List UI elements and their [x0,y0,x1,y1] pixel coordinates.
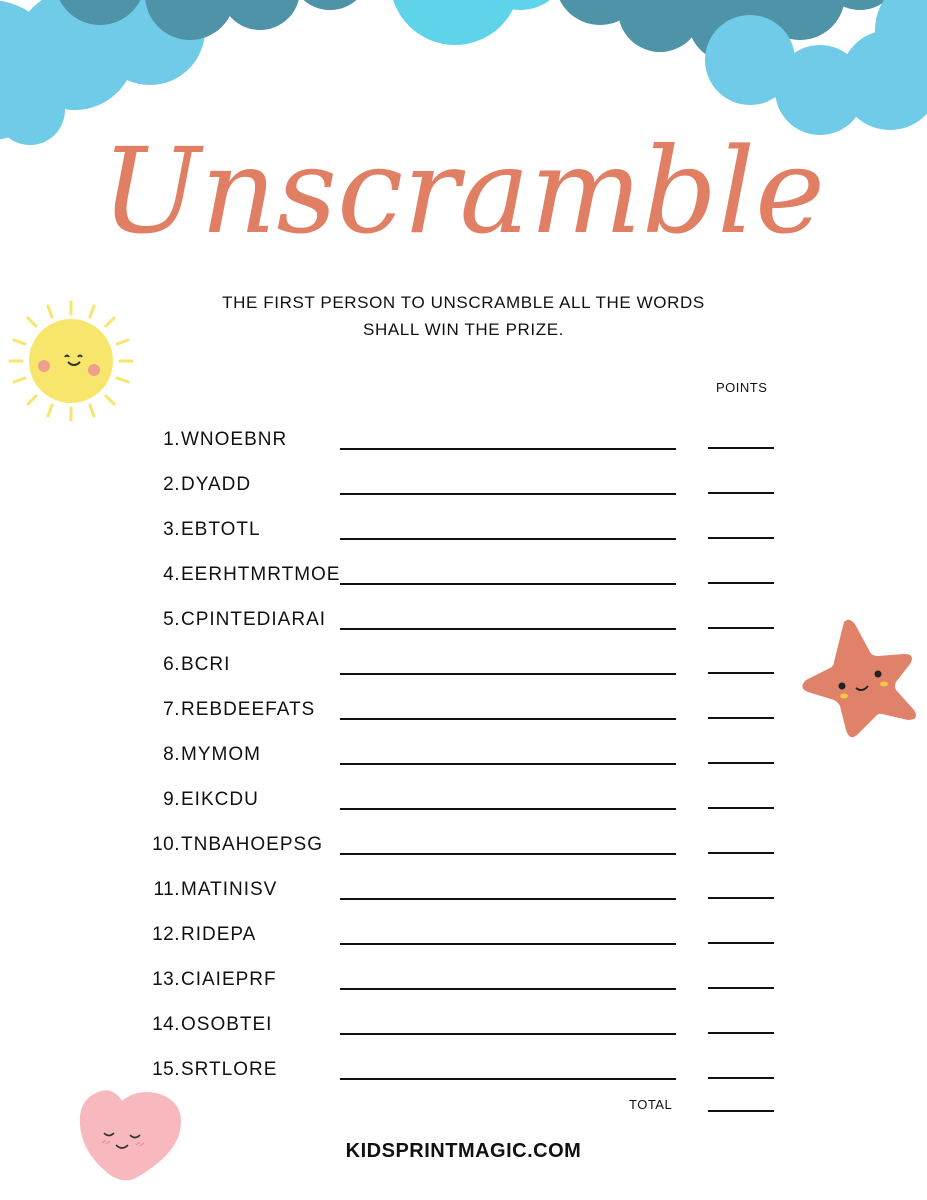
points-column-header: POINTS [716,380,768,395]
answer-line[interactable] [340,448,676,450]
item-number: 10. [152,834,180,855]
points-line[interactable] [708,897,774,899]
answer-line[interactable] [340,538,676,540]
points-line[interactable] [708,582,774,584]
item-number: 6. [163,654,180,675]
list-item [0,562,927,592]
list-item [0,922,927,952]
scrambled-word: EBTOTL [181,519,261,540]
points-line[interactable] [708,627,774,629]
item-number: 14. [152,1014,180,1035]
points-line[interactable] [708,447,774,449]
list-item [0,967,927,997]
item-number: 2. [163,474,180,495]
list-item [0,517,927,547]
points-line[interactable] [708,492,774,494]
scrambled-word: CPINTEDIARAI [181,609,327,630]
title-text: Unscramble [101,122,825,260]
points-line[interactable] [708,717,774,719]
item-number: 5. [163,609,180,630]
list-item [0,427,927,457]
scrambled-word: MYMOM [181,744,261,765]
item-number: 8. [163,744,180,765]
answer-line[interactable] [340,988,676,990]
answer-line[interactable] [340,943,676,945]
item-number: 11. [153,879,180,900]
scrambled-word: RIDEPA [181,924,257,945]
item-number: 9. [163,789,180,810]
points-line[interactable] [708,1032,774,1034]
list-item [0,1012,927,1042]
points-line[interactable] [708,537,774,539]
answer-line[interactable] [340,853,676,855]
answer-line[interactable] [340,1078,676,1080]
scrambled-word: WNOEBNR [181,429,288,450]
list-item [0,787,927,817]
scrambled-word: CIAIEPRF [181,969,277,990]
list-item [0,652,927,682]
page-title [0,112,927,272]
answer-line[interactable] [340,493,676,495]
points-line[interactable] [708,852,774,854]
scrambled-word: MATINISV [181,879,278,900]
points-line[interactable] [708,762,774,764]
list-item [0,832,927,862]
item-number: 4. [163,564,180,585]
item-number: 7. [163,699,180,720]
item-number: 15. [152,1059,180,1080]
scrambled-word: EIKCDU [181,789,259,810]
points-line[interactable] [708,1077,774,1079]
total-points-line[interactable] [708,1110,774,1112]
answer-line[interactable] [340,718,676,720]
scrambled-word: EERHTMRTMOE [181,564,341,585]
item-number: 13. [152,969,180,990]
scrambled-word: BCRI [181,654,231,675]
sun-icon [8,300,134,422]
scrambled-word: TNBAHOEPSG [181,834,323,855]
points-line[interactable] [708,672,774,674]
item-number: 12. [152,924,180,945]
scrambled-word: DYADD [181,474,252,495]
instructions-line-1: THE FIRST PERSON TO UNSCRAMBLE ALL THE WORDS [222,293,705,312]
scrambled-word: REBDEEFATS [181,699,316,720]
list-item [0,697,927,727]
points-line[interactable] [708,942,774,944]
list-item [0,1057,927,1087]
answer-line[interactable] [340,1033,676,1035]
heart-icon [76,1085,186,1183]
points-line[interactable] [708,807,774,809]
answer-line[interactable] [340,673,676,675]
answer-line[interactable] [340,898,676,900]
list-item [0,472,927,502]
footer-website: KIDSPRINTMAGIC.COM [345,1140,582,1162]
instructions-line-2: SHALL WIN THE PRIZE. [363,320,564,339]
answer-line[interactable] [340,628,676,630]
scrambled-word: OSOBTEI [181,1014,273,1035]
scrambled-word: SRTLORE [181,1059,278,1080]
instructions [0,289,927,343]
answer-line[interactable] [340,583,676,585]
points-line[interactable] [708,987,774,989]
list-item [0,742,927,772]
list-item [0,877,927,907]
item-number: 1. [163,429,180,450]
cloud-icon [390,0,570,45]
total-label: TOTAL [629,1097,673,1112]
answer-line[interactable] [340,808,676,810]
answer-line[interactable] [340,763,676,765]
list-item [0,607,927,637]
item-number: 3. [163,519,180,540]
